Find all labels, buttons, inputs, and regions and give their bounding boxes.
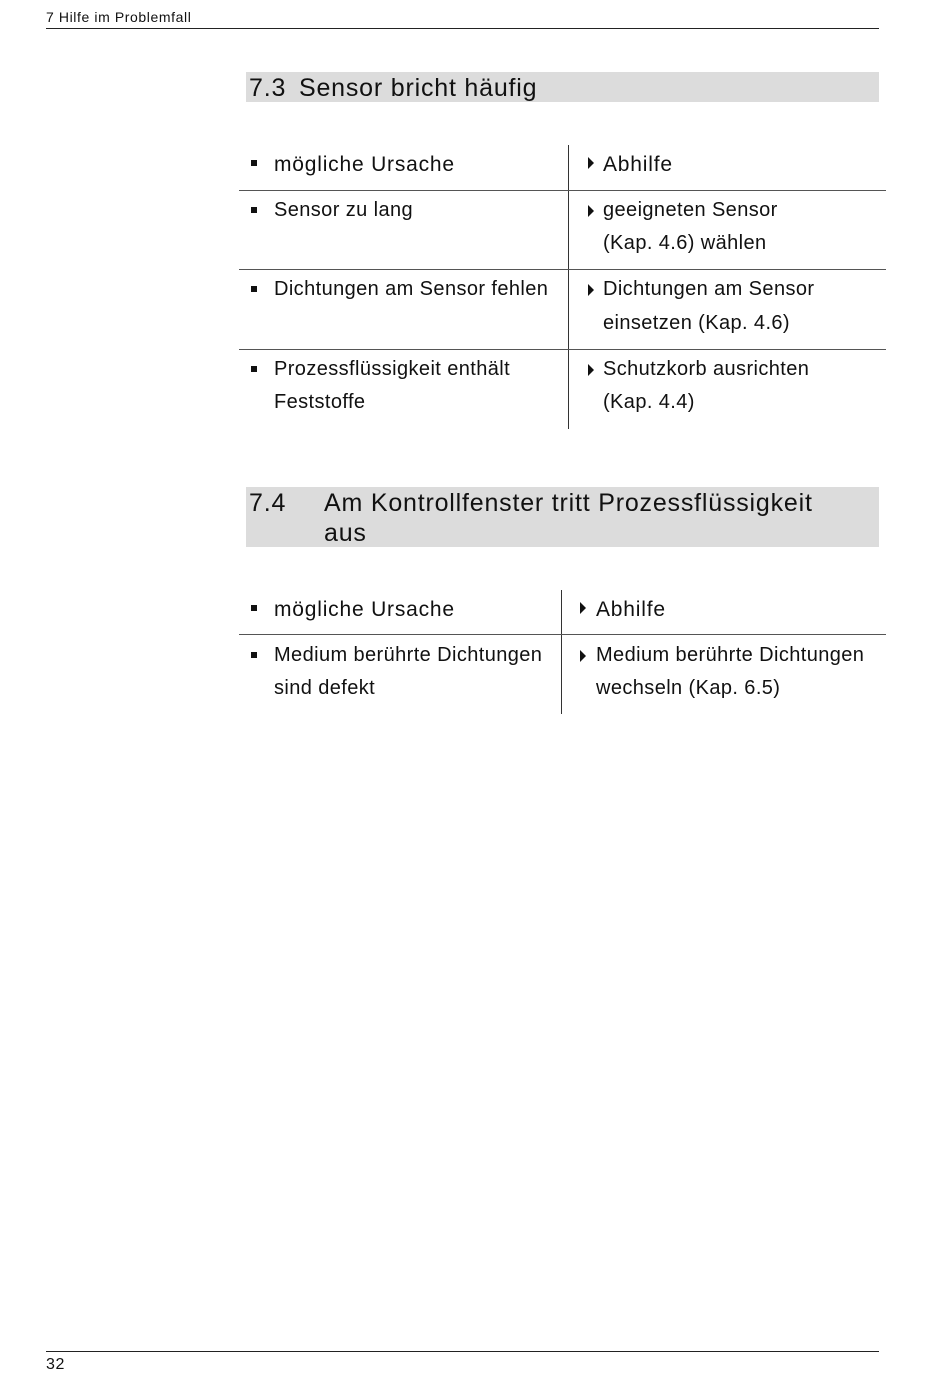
row-divider <box>239 349 886 350</box>
header-rule <box>46 28 879 29</box>
section-heading-7-4 <box>246 487 879 547</box>
cause-text: Dichtungen am Sensor fehlen <box>274 278 549 300</box>
cause-text: Prozessflüssigkeit enthält <box>274 358 511 380</box>
square-bullet-icon <box>251 366 257 372</box>
arrow-right-icon <box>580 650 586 662</box>
section-title <box>324 488 869 548</box>
column-header-cause: mögliche Ursache <box>274 153 455 176</box>
remedy-text: geeigneten Sensor <box>603 199 778 221</box>
section-title-line: Am Kontrollfenster tritt Prozessflüssigkeit <box>324 489 813 517</box>
column-divider <box>561 590 562 714</box>
remedy-text: Medium berührte Dichtungen <box>596 644 865 666</box>
running-header: 7 Hilfe im Problemfall <box>46 9 192 25</box>
square-bullet-icon <box>251 652 257 658</box>
square-bullet-icon <box>251 207 257 213</box>
troubleshooting-table-7-3 <box>239 145 886 429</box>
arrow-right-icon <box>588 284 594 296</box>
remedy-text: wechseln (Kap. 6.5) <box>596 677 781 699</box>
cause-text: Sensor zu lang <box>274 199 414 221</box>
section-heading-7-3 <box>246 72 879 102</box>
arrow-right-icon <box>588 157 594 169</box>
troubleshooting-table-7-4 <box>239 590 886 714</box>
section-number: 7.4 <box>249 489 287 517</box>
section-title-line: aus <box>324 519 367 547</box>
arrow-right-icon <box>588 205 594 217</box>
column-header-cause: mögliche Ursache <box>274 598 455 621</box>
column-header-remedy: Abhilfe <box>596 598 666 621</box>
remedy-text: (Kap. 4.6) wählen <box>603 232 767 254</box>
arrow-right-icon <box>588 364 594 376</box>
square-bullet-icon <box>251 160 257 166</box>
remedy-text: Dichtungen am Sensor <box>603 278 815 300</box>
section-title: Sensor bricht häufig <box>299 74 538 102</box>
square-bullet-icon <box>251 286 257 292</box>
remedy-text: einsetzen (Kap. 4.6) <box>603 312 790 334</box>
column-divider <box>568 145 569 429</box>
cause-text: sind defekt <box>274 677 376 699</box>
footer-rule <box>46 1351 879 1352</box>
square-bullet-icon <box>251 605 257 611</box>
cause-text: Medium berührte Dichtungen <box>274 644 543 666</box>
remedy-text: (Kap. 4.4) <box>603 391 695 413</box>
section-number: 7.3 <box>249 74 287 102</box>
cause-text: Feststoffe <box>274 391 366 413</box>
header-rule-line <box>239 634 886 635</box>
header-rule-line <box>239 190 886 191</box>
page-number: 32 <box>46 1356 65 1373</box>
remedy-text: Schutzkorb ausrichten <box>603 358 810 380</box>
column-header-remedy: Abhilfe <box>603 153 673 176</box>
arrow-right-icon <box>580 602 586 614</box>
row-divider <box>239 269 886 270</box>
